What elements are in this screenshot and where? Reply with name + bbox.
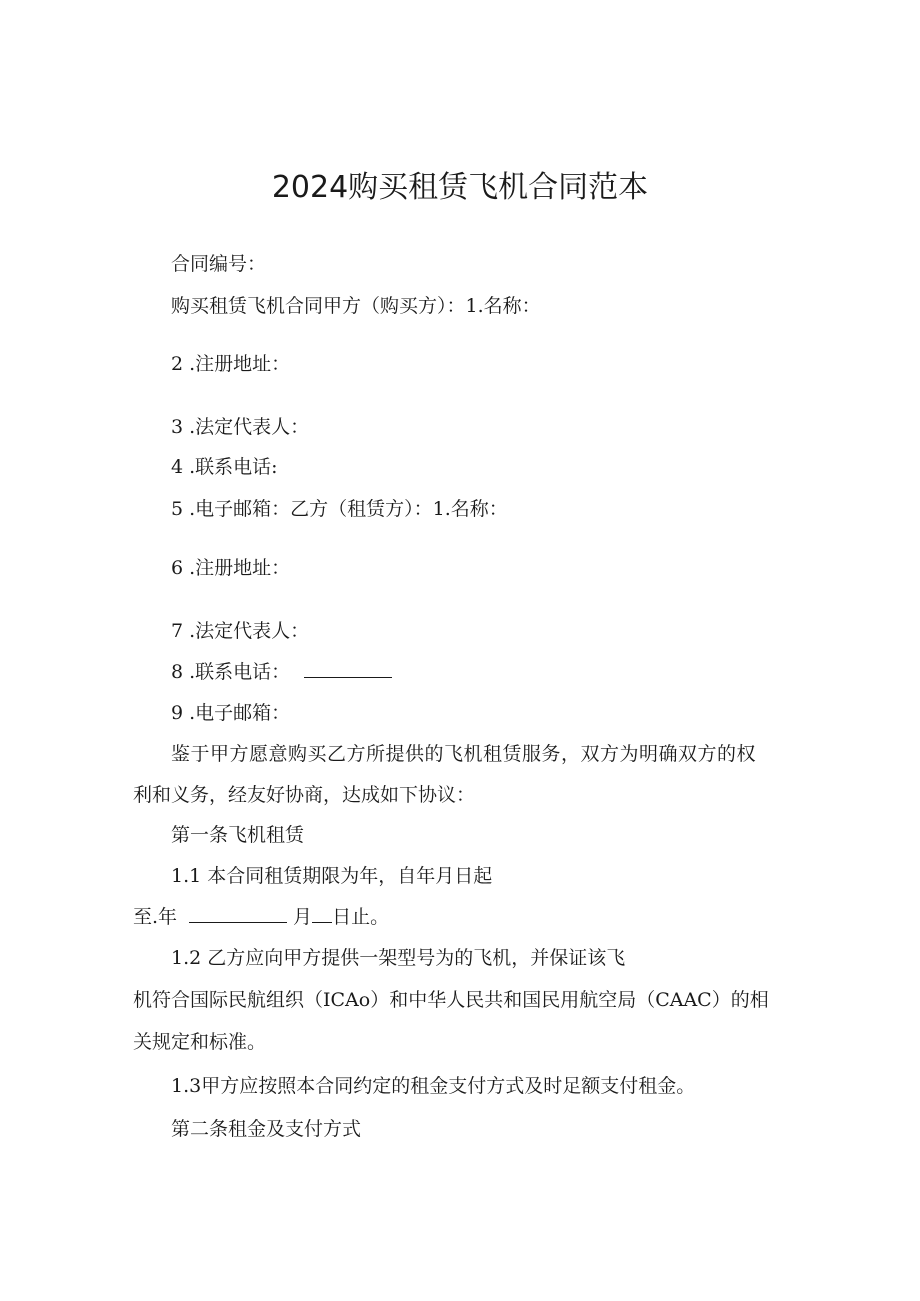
clause-1-1-month: 月 — [293, 906, 313, 928]
clause-1-1-until-year: 至.年 — [133, 906, 178, 928]
party-b-representative-label: 7 .法定代表人： — [171, 620, 310, 642]
clause-1-2-line-2: 机符合国际民航组织（ICAo）和中华人民共和国民用航空局（CAAC）的相 — [133, 989, 769, 1011]
clause-1-2-line-3: 关规定和标准。 — [133, 1031, 267, 1053]
phone-blank-line — [304, 659, 392, 678]
party-b-phone-label — [171, 657, 392, 687]
party-a-phone-label: 4 .联系电话: — [171, 456, 278, 478]
clause-1-2-line-1: 1.2 乙方应向甲方提供一架型号为的飞机，并保证该飞 — [171, 947, 626, 969]
preamble-line-1: 鉴于甲方愿意购买乙方所提供的飞机租赁服务，双方为明确双方的权 — [171, 743, 757, 765]
party-a-representative-label: 3 .法定代表人： — [171, 416, 310, 438]
contract-number-label: 合同编号： — [171, 253, 267, 275]
clause-1-1-line-2 — [133, 902, 389, 932]
clause-1-1-day-end: 日止。 — [332, 906, 390, 928]
party-a-intro: 购买租赁飞机合同甲方（购买方）：1.名称： — [171, 295, 541, 317]
article-1-heading: 第一条飞机租赁 — [171, 824, 305, 846]
party-a-address-label: 2 .注册地址： — [171, 353, 291, 375]
year-blank-line — [189, 904, 287, 923]
party-b-address-label: 6 .注册地址： — [171, 557, 291, 579]
party-b-phone-text: 8 .联系电话： — [171, 661, 291, 683]
preamble-line-2: 利和义务，经友好协商，达成如下协议： — [133, 784, 476, 806]
article-2-heading: 第二条租金及支付方式 — [171, 1118, 362, 1140]
party-a-email-party-b-intro: 5 .电子邮箱：乙方（租赁方）：1.名称： — [171, 498, 508, 520]
document-title: 2024购买租赁飞机合同范本 — [271, 170, 649, 205]
clause-1-1-line-1: 1.1 本合同租赁期限为年，自年月日起 — [171, 865, 493, 887]
clause-1-3: 1.3甲方应按照本合同约定的租金支付方式及时足额支付租金。 — [171, 1075, 696, 1097]
party-b-email-label: 9 .电子邮箱： — [171, 702, 291, 724]
day-blank-line — [312, 904, 332, 923]
